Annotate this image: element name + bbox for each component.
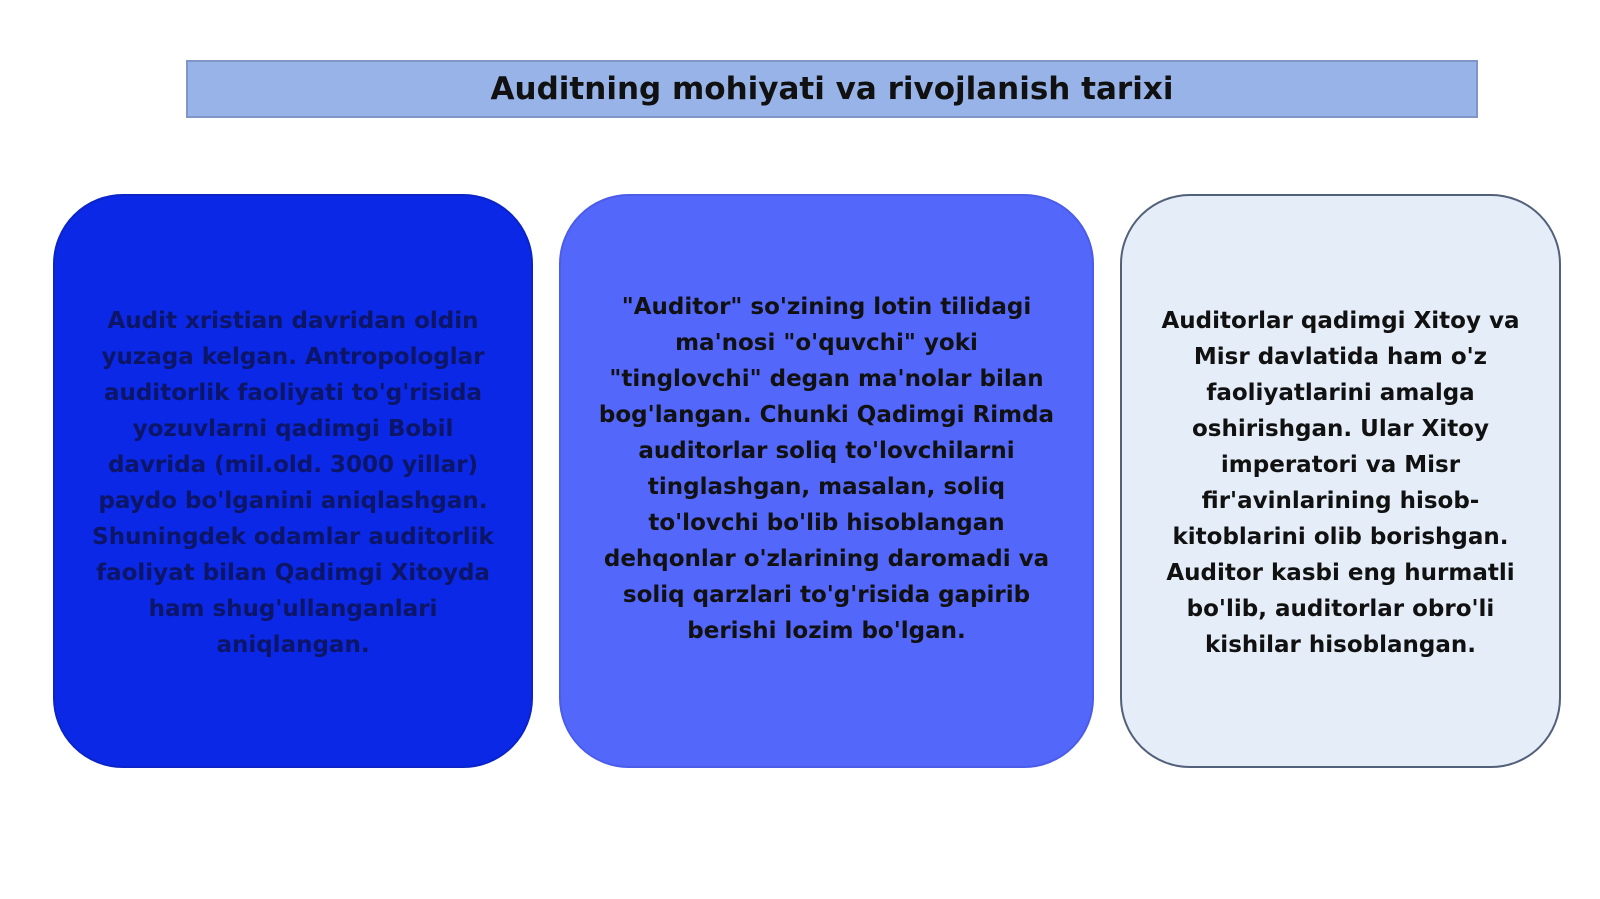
card-audit-origins-text: Audit xristian davridan oldin yuzaga kelgan. Antropologlar auditorlik faoliyati to'g'risida yozuvlarni qadimgi Bobil davrida (mil.old. 3000 yillar) paydo bo'lganini aniqlashgan. Shuningdek odamlar auditorlik faoliyat bilan Qadimgi Xitoyda ham shug'ullanganlari aniqlangan. (92, 308, 494, 658)
title-banner (186, 60, 1478, 118)
card-audit-origins (53, 194, 533, 768)
card-ancient-auditors (1120, 194, 1561, 768)
card-ancient-auditors-text: Auditorlar qadimgi Xitoy va Misr davlatida ham o'z faoliyatlarini amalga oshirishgan. Ular Xitoy imperatori va Misr fir'avinlarining hisob-kitoblarini olib borishgan. Auditor kasbi eng hurmatli bo'lib, auditorlar obro'li kishilar hisoblangan. (1161, 308, 1520, 658)
slide-title: Auditning mohiyati va rivojlanish tarixi (490, 71, 1174, 107)
card-auditor-etymology (559, 194, 1094, 768)
card-auditor-etymology-text: "Auditor" so'zining lotin tilidagi ma'nosi "o'quvchi" yoki "tinglovchi" degan ma'nolar bilan bog'langan. Chunki Qadimgi Rimda auditorlar soliq to'lovchilarni tinglashgan, masalan, soliq to'lovchi bo'lib hisoblangan dehqonlar o'zlarining daromadi va soliq qarzlari to'g'risida gapirib berishi lozim bo'lgan. (598, 294, 1055, 644)
